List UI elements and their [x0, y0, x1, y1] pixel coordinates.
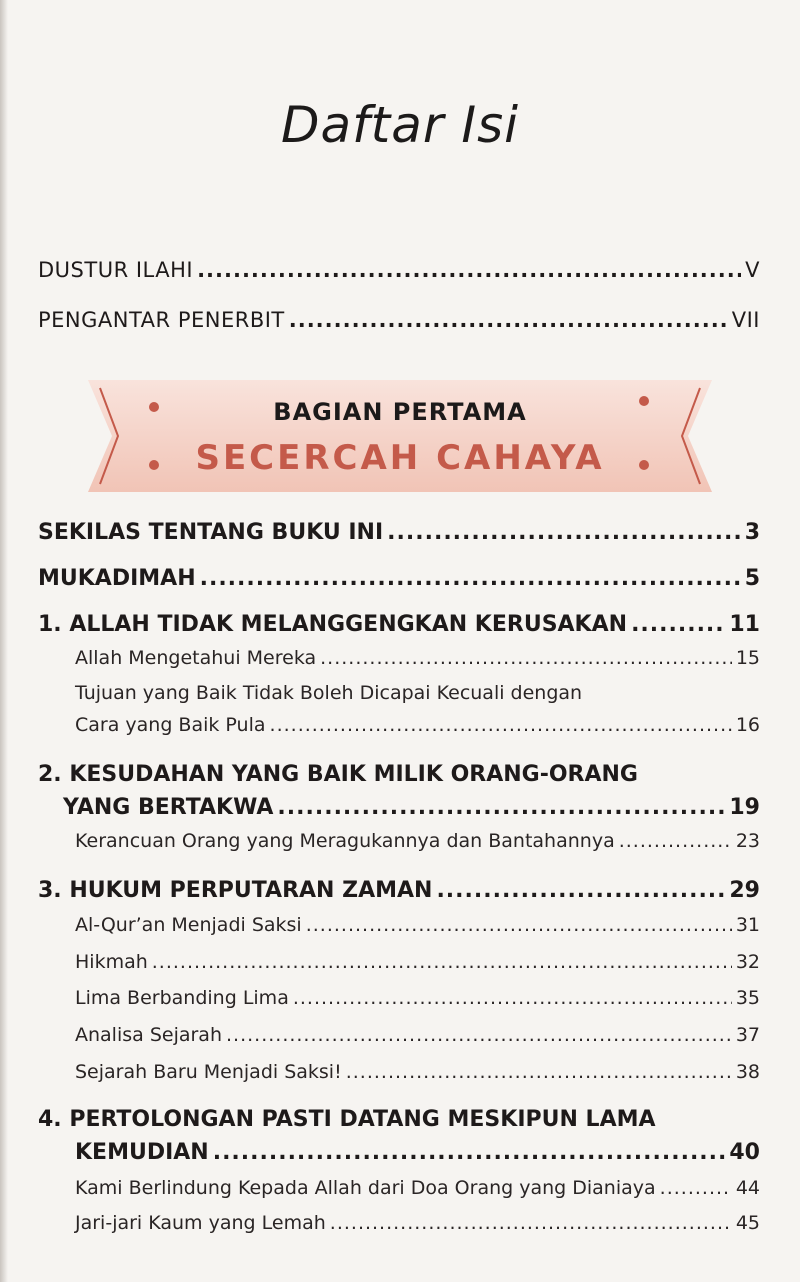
toc-leader	[619, 830, 732, 852]
toc-page: 11	[729, 612, 760, 637]
toc-page: 37	[735, 1024, 760, 1046]
toc-label: DUSTUR ILAHI	[38, 258, 194, 282]
toc-leader	[197, 258, 741, 282]
toc-leader	[387, 520, 741, 545]
toc-leader	[289, 308, 728, 332]
toc-row-chapter-2[interactable]	[63, 795, 760, 820]
toc-page: 5	[744, 566, 760, 591]
toc-label: SEKILAS TENTANG BUKU INI	[38, 520, 384, 545]
toc-label: KEMUDIAN	[75, 1140, 209, 1165]
toc-page: 31	[735, 914, 760, 936]
toc-page: 15	[735, 647, 760, 669]
toc-row-ch3-sub-3[interactable]	[75, 987, 760, 1009]
toc-page: 16	[735, 714, 760, 736]
toc-leader	[277, 795, 725, 820]
toc-label: Jari-jari Kaum yang Lemah	[75, 1212, 326, 1234]
toc-leader	[213, 1140, 726, 1165]
toc-page: 44	[735, 1177, 760, 1199]
toc-label: Hikmah	[75, 951, 148, 973]
toc-leader	[306, 914, 732, 936]
toc-row-sekilas[interactable]	[38, 520, 760, 545]
toc-row-ch3-sub-4[interactable]	[75, 1024, 760, 1046]
banner-part-label: BAGIAN PERTAMA	[273, 398, 527, 426]
banner-part-title: SECERCAH CAHAYA	[195, 438, 605, 478]
toc-page: 40	[729, 1140, 760, 1165]
toc-leader	[631, 612, 725, 637]
toc-ch1-sub-2-line1: Tujuan yang Baik Tidak Boleh Dicapai Kecuali dengan	[75, 682, 583, 704]
toc-page: VII	[731, 308, 760, 332]
toc-leader	[200, 566, 741, 591]
toc-row-chapter-1[interactable]	[38, 612, 760, 637]
toc-chapter-2-line1: 2. KESUDAHAN YANG BAIK MILIK ORANG-ORANG	[38, 762, 638, 787]
toc-leader	[226, 1024, 732, 1046]
toc-label: Lima Berbanding Lima	[75, 987, 289, 1009]
toc-row-ch4-sub-1[interactable]	[75, 1177, 760, 1199]
page-edge	[0, 0, 8, 1282]
toc-label: 1. ALLAH TIDAK MELANGGENGKAN KERUSAKAN	[38, 612, 628, 637]
toc-page: 29	[729, 878, 760, 903]
toc-row-ch4-sub-2[interactable]	[75, 1212, 760, 1234]
toc-leader	[270, 714, 732, 736]
toc-page: 3	[744, 520, 760, 545]
toc-page: 32	[735, 951, 760, 973]
toc-page: 38	[735, 1061, 760, 1083]
toc-page: V	[745, 258, 760, 282]
toc-row-mukadimah[interactable]	[38, 566, 760, 591]
toc-leader	[660, 1177, 732, 1199]
toc-label: Sejarah Baru Menjadi Saksi!	[75, 1061, 342, 1083]
toc-page: 23	[735, 830, 760, 852]
toc-label: YANG BERTAKWA	[63, 795, 274, 820]
toc-leader	[320, 647, 732, 669]
toc-row-ch2-sub-1[interactable]	[75, 830, 760, 852]
toc-row-pengantar-penerbit[interactable]	[38, 308, 760, 332]
toc-label: MUKADIMAH	[38, 566, 196, 591]
toc-leader	[330, 1212, 732, 1234]
toc-leader	[346, 1061, 732, 1083]
toc-row-ch3-sub-2[interactable]	[75, 951, 760, 973]
toc-leader	[293, 987, 732, 1009]
toc-row-ch3-sub-1[interactable]	[75, 914, 760, 936]
toc-label: 3. HUKUM PERPUTARAN ZAMAN	[38, 878, 433, 903]
toc-row-chapter-4[interactable]	[75, 1140, 760, 1165]
toc-label: Kerancuan Orang yang Meragukannya dan Bantahannya	[75, 830, 615, 852]
toc-row-ch1-sub-1[interactable]	[75, 647, 760, 669]
toc-row-chapter-3[interactable]	[38, 878, 760, 903]
toc-label: Kami Berlindung Kepada Allah dari Doa Orang yang Dianiaya	[75, 1177, 656, 1199]
toc-label: Al-Qur’an Menjadi Saksi	[75, 914, 302, 936]
toc-page: 45	[735, 1212, 760, 1234]
toc-label: Analisa Sejarah	[75, 1024, 222, 1046]
toc-row-dustur-ilahi[interactable]	[38, 258, 760, 282]
toc-row-ch3-sub-5[interactable]	[75, 1061, 760, 1083]
toc-leader	[152, 951, 732, 973]
toc-row-ch1-sub-2[interactable]	[75, 714, 760, 736]
toc-leader	[436, 878, 725, 903]
toc-label: Cara yang Baik Pula	[75, 714, 266, 736]
toc-page: 35	[735, 987, 760, 1009]
page-title: Daftar Isi	[280, 96, 520, 154]
toc-page: 19	[729, 795, 760, 820]
toc-chapter-4-line1: 4. PERTOLONGAN PASTI DATANG MESKIPUN LAMA	[38, 1107, 656, 1132]
toc-label: PENGANTAR PENERBIT	[38, 308, 285, 332]
toc-label: Allah Mengetahui Mereka	[75, 647, 317, 669]
